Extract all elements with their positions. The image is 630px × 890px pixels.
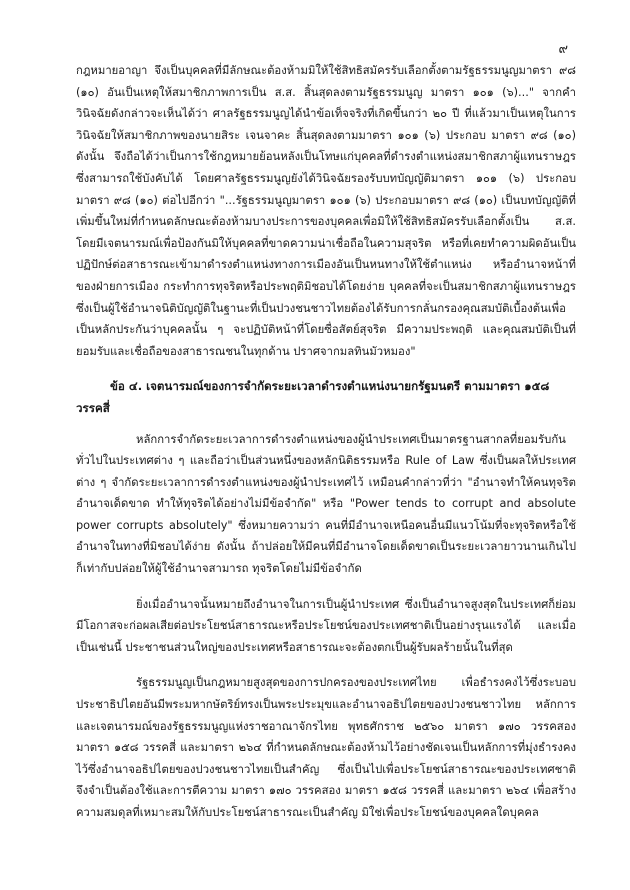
paragraph: รัฐธรรมนูญเป็นกฎหมายสูงสุดของการปกครองของประเทศไทย เพื่อธำรงคงไว้ซึ่งระบอบประชาธิปไตยอันมีพระมหากษัตริย์ทรงเป็นพระประมุขและอำนาจอธิปไตยของปวงชนชาวไทย หลักการและเจตนารมณ์ของรัฐธรรมนูญแห่งราชอาณาจักรไทย พุทธศักราช ๒๕๖๐ มาตรา ๑๗๐ วรรคสอง มาตรา ๑๕๘ วรรคสี่ และมาตรา ๒๖๔ ที่กำหนดลักษณะต้องห้ามไว้อย่างชัดเจนเป็นหลักการที่มุ่งธำรงคงไว้ซึ่งอำนาจอธิปไตยของปวงชนชาวไทยเป็นสำคัญ ซึ่งเป็นไปเพื่อประโยชน์สาธารณะของประเทศชาติ จึงจำเป็นต้องใช้และการตีความ มาตรา ๑๗๐ วรรคสอง มาตรา ๑๕๘ วรรคสี่ และมาตรา ๒๖๔ เพื่อสร้างความสมดุลที่เหมาะสมให้กับประโยชน์สาธารณะเป็นสำคัญ มิใช่เพื่อประโยชน์ของบุคคลใดบุคคล: [76, 676, 576, 819]
paragraph: กฎหมายอาญา จึงเป็นบุคคลที่มีลักษณะต้องห้ามมิให้ใช้สิทธิสมัครรับเลือกตั้งตามรัฐธรรมนูญมาตรา ๙๘ (๑๐) อันเป็นเหตุให้สมาชิกภาพการเป็น ส.ส. สิ้นสุดลงตามรัฐธรรมนูญ มาตรา ๑๐๑ (๖)..." จากคำวินิจฉัยดังกล่าวจะเห็นได้ว่า ศาลรัฐธรรมนูญได้นำข้อเท็จจริงที่เกิดขึ้นกว่า ๒๐ ปี ที่แล้วมาเป็นเหตุในการวินิจฉัยให้สมาชิกภาพของนายสิระ เจนจาคะ สิ้นสุดลงตามมาตรา ๑๐๑ (๖) ประกอบ มาตรา ๙๘ (๑๐) ดังนั้น จึงถือได้ว่าเป็นการใช้กฎหมายย้อนหลังเป็นโทษแก่บุคคลที่ดำรงตำแหน่งสมาชิกสภาผู้แทนราษฎรซึ่งสามารถใช้บังคับได้ โดยศาลรัฐธรรมนูญยังได้วินิจฉัยรองรับบทบัญญัติมาตรา ๑๐๑ (๖) ประกอบ มาตรา ๙๘ (๑๐) ต่อไปอีกว่า "...รัฐธรรมนูญมาตรา ๑๐๑ (๖) ประกอบมาตรา ๙๘ (๑๐) เป็นบทบัญญัติที่เพิ่มขึ้นใหม่ที่กำหนดลักษณะต้องห้ามบางประการของบุคคลเพื่อมิให้ใช้สิทธิสมัครรับเลือกตั้งเป็น ส.ส. โดยมีเจตนารมณ์เพื่อป้องกันมิให้บุคคลที่ขาดความน่าเชื่อถือในความสุจริต หรือที่เคยทำความผิดอันเป็นปฏิปักษ์ต่อสาธารณะเข้ามาดำรงตำแหน่งทางการเมืองอันเป็นหนทางให้ใช้ตำแหน่ง หรืออำนาจหน้าที่ของฝ่ายการเมือง กระทำการทุจริตหรือประพฤติมิชอบได้โดยง่าย บุคคลที่จะเป็นสมาชิกสภาผู้แทนราษฎรซึ่งเป็นผู้ใช้อำนาจนิติบัญญัติในฐานะที่เป็นปวงชนชาวไทยต้องได้รับการกลั่นกรองคุณสมบัติเบื้องต้นเพื่อเป็นหลักประกันว่าบุคคลนั้น ๆ จะปฏิบัติหน้าที่โดยซื่อสัตย์สุจริต มีความประพฤติ และคุณสมบัติเป็นที่ยอมรับและเชื่อถือของสาธารณชนในทุกด้าน ปราศจากมลทินมัวหมอง": [76, 64, 576, 358]
page-number: ๙: [558, 42, 568, 57]
section-heading: ข้อ ๔. เจตนารมณ์ของการจำกัดระยะเวลาดำรงตำแหน่งนายกรัฐมนตรี ตามมาตรา ๑๕๘ วรรคสี่: [76, 379, 550, 415]
paragraph: ยิ่งเมื่ออำนาจนั้นหมายถึงอำนาจในการเป็นผู้นำประเทศ ซึ่งเป็นอำนาจสูงสุดในประเทศก็ย่อมมีโอกาสจะก่อผลเสียต่อประโยชน์สาธารณะหรือประโยชน์ของประเทศชาติเป็นอย่างรุนแรงได้ และเมื่อเป็นเช่นนี้ ประชาชนส่วนใหญ่ของประเทศหรือสาธารณะจะต้องตกเป็นผู้รับผลร้ายนั้นในที่สุด: [76, 597, 576, 654]
paragraph: หลักการจำกัดระยะเวลาการดำรงตำแหน่งของผู้นำประเทศเป็นมาตรฐานสากลที่ยอมรับกันทั่วไปในประเทศต่าง ๆ และถือว่าเป็นส่วนหนึ่งของหลักนิติธรรมหรือ Rule of Law ซึ่งเป็นผลให้ประเทศต่าง ๆ จำกัดระยะเวลาการดำรงตำแหน่งของผู้นำประเทศไว้ เหมือนคำกล่าวที่ว่า "อำนาจทำให้คนทุจริต อำนาจเด็ดขาด ทำให้ทุจริตได้อย่างไม่มีข้อจำกัด" หรือ "Power tends to corrupt and absolute power corrupts absolutely" ซึ่งหมายความว่า คนที่มีอำนาจเหนือคนอื่นมีแนวโน้มที่จะทุจริตหรือใช้อำนาจในทางที่มิชอบได้ง่าย ดังนั้น ถ้าปล่อยให้มีคนที่มีอำนาจโดยเด็ดขาดเป็นระยะเวลายาวนานเกินไป ก็เท่ากับปล่อยให้ผู้ใช้อำนาจสามารถ ทุจริตโดยไม่มีข้อจำกัด: [76, 432, 576, 576]
document-body: [76, 60, 576, 824]
